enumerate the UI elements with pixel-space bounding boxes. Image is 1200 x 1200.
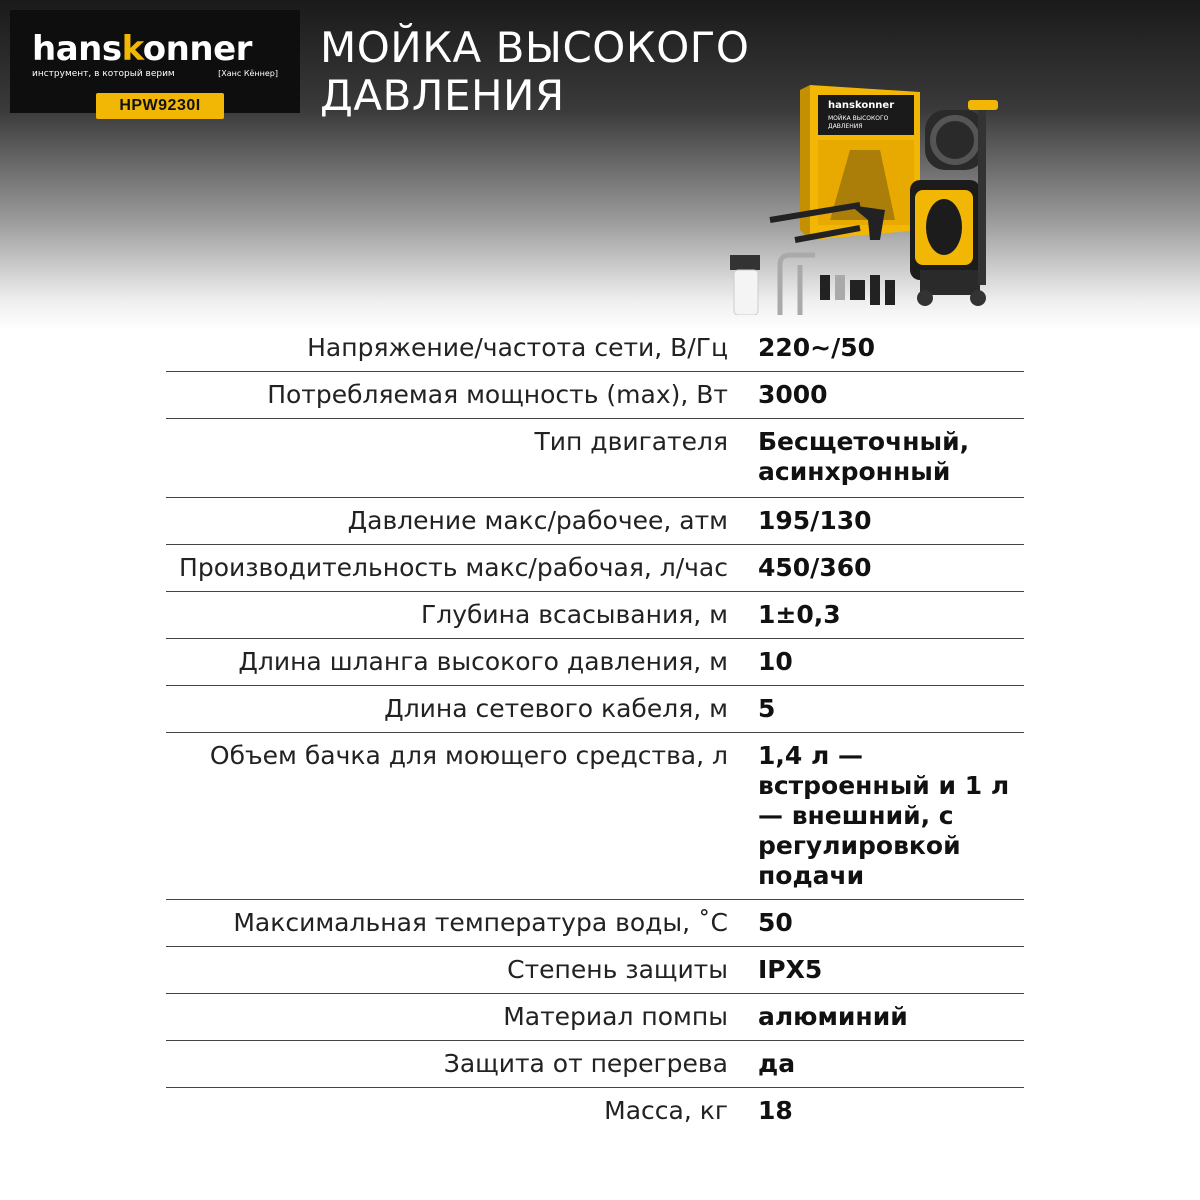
spec-label: Длина шланга высокого давления, м (238, 647, 728, 676)
spec-label: Материал помпы (503, 1002, 728, 1031)
specs-table (166, 325, 1024, 1134)
spec-value: 1,4 л — встроенный и 1 л — внешний, с регулировкой подачи (758, 741, 1010, 890)
brand-logo-block (10, 10, 300, 113)
table-row (166, 325, 1024, 372)
spec-value: 18 (758, 1096, 793, 1125)
spec-value: 450/360 (758, 553, 872, 582)
product-image (720, 80, 1030, 315)
spec-label: Максимальная температура воды, ˚С (233, 908, 728, 937)
spec-value: 3000 (758, 380, 828, 409)
spec-value: Бесщеточный, асинхронный (758, 427, 970, 486)
spec-value: 5 (758, 694, 776, 723)
table-row (166, 639, 1024, 686)
spec-label: Масса, кг (604, 1096, 728, 1125)
spec-label: Защита от перегрева (443, 1049, 728, 1078)
table-row (166, 498, 1024, 545)
table-row (166, 1088, 1024, 1134)
model-badge: HPW9230I (96, 93, 224, 119)
table-row (166, 545, 1024, 592)
spec-label: Потребляемая мощность (max), Вт (267, 380, 728, 409)
brand-tagline-alt: [Ханс Кённер] (218, 69, 278, 78)
spec-label: Глубина всасывания, м (420, 600, 728, 629)
brand-logo-accent: k (121, 29, 143, 69)
box-brand: hanskonner (828, 100, 895, 111)
spec-value: 220~/50 (758, 333, 876, 362)
accessory-bracket (780, 255, 815, 315)
spec-value: IPX5 (758, 955, 823, 984)
spec-value: да (758, 1049, 796, 1078)
spec-value: алюминий (758, 1002, 908, 1031)
table-row (166, 733, 1024, 900)
spec-label: Тип двигателя (534, 427, 728, 456)
washer-body (910, 100, 998, 306)
box-line-2: ДАВЛЕНИЯ (828, 123, 863, 130)
spec-value: 50 (758, 908, 793, 937)
title-line-1: МОЙКА ВЫСОКОГО (320, 23, 750, 72)
product-box (800, 85, 920, 240)
title-line-2: ДАВЛЕНИЯ (320, 71, 565, 120)
box-line-1: МОЙКА ВЫСОКОГО (828, 115, 889, 122)
table-row (166, 686, 1024, 733)
spec-label: Напряжение/частота сети, В/Гц (307, 333, 728, 362)
table-row (166, 419, 1024, 498)
spec-value: 10 (758, 647, 793, 676)
brand-logo-part: hans (32, 29, 122, 69)
table-row (166, 592, 1024, 639)
table-row (166, 1041, 1024, 1088)
foam-bottle (730, 255, 760, 315)
brand-logo-part: onner (142, 29, 252, 69)
spec-label: Степень защиты (507, 955, 728, 984)
nozzles (820, 275, 895, 305)
spec-value: 195/130 (758, 506, 872, 535)
spec-label: Объем бачка для моющего средства, л (209, 741, 728, 770)
brand-logo (32, 29, 252, 69)
brand-tagline: инструмент, в который верим (32, 69, 175, 79)
spec-value: 1±0,3 (758, 600, 841, 629)
table-row (166, 372, 1024, 419)
spec-label: Давление макс/рабочее, атм (347, 506, 728, 535)
spec-label: Длина сетевого кабеля, м (384, 694, 728, 723)
table-row (166, 900, 1024, 947)
spec-label: Производительность макс/рабочая, л/час (179, 553, 728, 582)
table-row (166, 947, 1024, 994)
table-row (166, 994, 1024, 1041)
